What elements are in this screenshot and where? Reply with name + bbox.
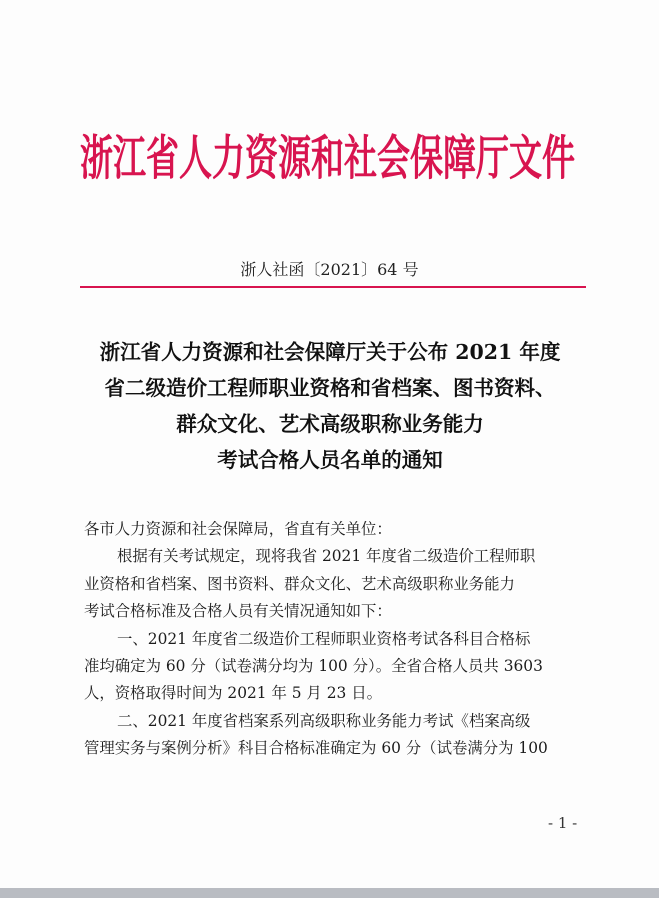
body-line: 根据有关考试规定，现将我省 2021 年度省二级造价工程师职 xyxy=(117,547,536,566)
notice-body xyxy=(84,516,594,763)
scan-bottom-edge xyxy=(0,888,659,898)
salutation: 各市人力资源和社会保障局，省直有关单位： xyxy=(84,520,392,538)
body-line: 业资格和省档案、图书资料、群众文化、艺术高级职称业务能力 xyxy=(84,574,515,593)
notice-title-line: 考试合格人员名单的通知 xyxy=(217,448,443,472)
notice-title-line: 浙江省人力资源和社会保障厅关于公布 2021 年度 xyxy=(99,340,561,364)
red-divider-line xyxy=(80,286,586,288)
notice-title xyxy=(60,334,600,478)
notice-title-line: 群众文化、艺术高级职称业务能力 xyxy=(176,412,484,436)
issuing-authority-title: 浙江省人力资源和社会保障厅文件 xyxy=(80,129,575,187)
document-number: 浙人社函〔2021〕64 号 xyxy=(240,260,419,279)
body-line: 管理实务与案例分析》科目合格标准确定为 60 分（试卷满分为 100 xyxy=(84,739,548,758)
body-line: 准均确定为 60 分（试卷满分均为 100 分）。全省合格人员共 3603 xyxy=(84,657,543,676)
notice-title-line: 省二级造价工程师职业资格和省档案、图书资料、 xyxy=(104,376,556,400)
page-number: - 1 - xyxy=(548,814,578,832)
body-line: 人，资格取得时间为 2021 年 5 月 23 日。 xyxy=(84,684,382,703)
body-line: 一、2021 年度省二级造价工程师职业资格考试各科目合格标 xyxy=(117,629,531,648)
body-line: 二、2021 年度省档案系列高级职称业务能力考试《档案高级 xyxy=(117,711,531,730)
body-line: 考试合格标准及合格人员有关情况通知如下： xyxy=(84,602,392,621)
